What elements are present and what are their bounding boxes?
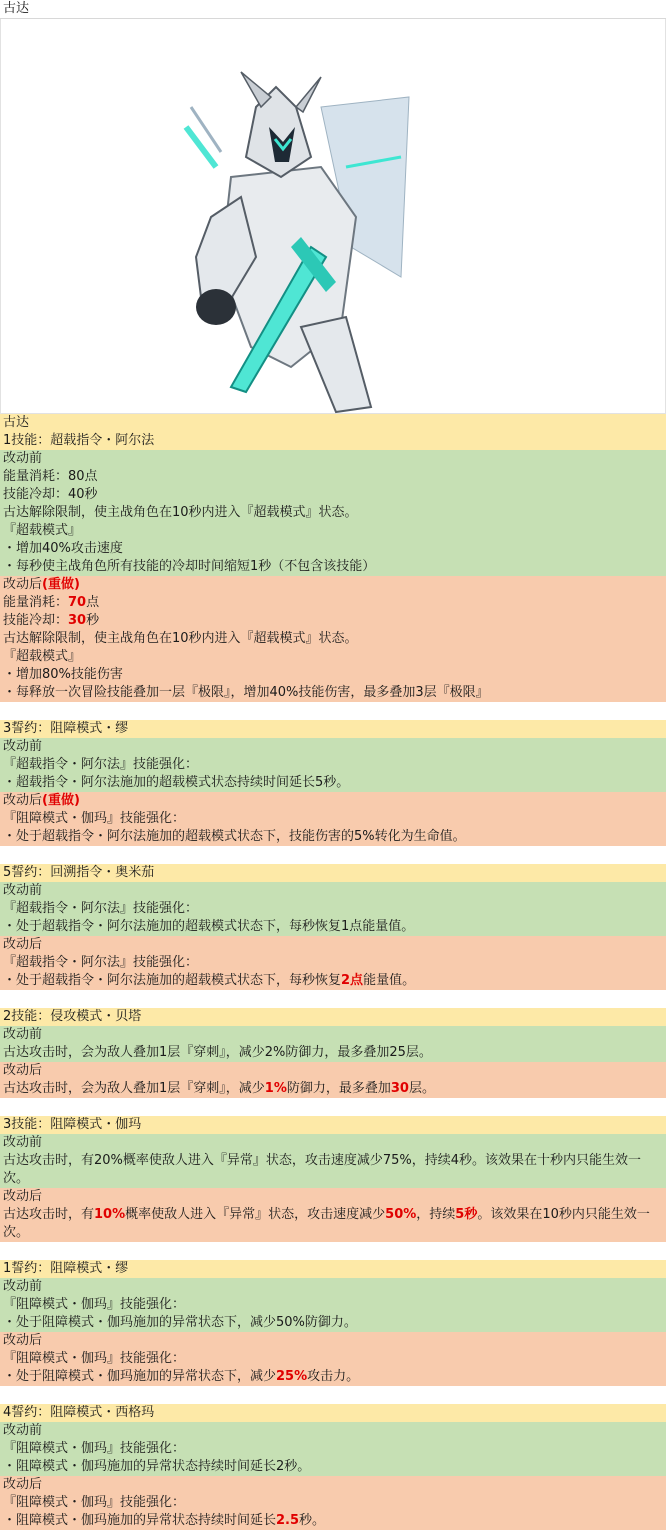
change-blocks bbox=[0, 432, 666, 1530]
after-line bbox=[0, 648, 666, 666]
after-line bbox=[0, 666, 666, 684]
skill-title: 5誓约：回溯指令・奥米茄 bbox=[0, 864, 666, 882]
block-spacer bbox=[0, 1098, 666, 1116]
before-line: 『超载指令・阿尔法』技能强化： bbox=[0, 900, 666, 918]
before-line: 古达解除限制，使主战角色在10秒内进入『超载模式』状态。 bbox=[0, 504, 666, 522]
before-line: ・每秒使主战角色所有技能的冷却时间缩短1秒（不包含该技能） bbox=[0, 558, 666, 576]
after-text: ・处于超载指令・阿尔法施加的超载模式状态下，每秒恢复 bbox=[3, 973, 342, 988]
changed-value: 50% bbox=[385, 1207, 417, 1222]
changed-value: 25% bbox=[276, 1369, 308, 1384]
before-line: 『超载模式』 bbox=[0, 522, 666, 540]
before-label: 改动前 bbox=[0, 738, 666, 756]
after-line bbox=[0, 1368, 666, 1386]
after-text: ，持续 bbox=[416, 1207, 456, 1222]
before-line: ・处于阻障模式・伽玛施加的异常状态下，减少50%防御力。 bbox=[0, 1314, 666, 1332]
after-line bbox=[0, 810, 666, 828]
block-spacer bbox=[0, 990, 666, 1008]
before-line: ・处于超载指令・阿尔法施加的超载模式状态下，每秒恢复1点能量值。 bbox=[0, 918, 666, 936]
before-line: 技能冷却：40秒 bbox=[0, 486, 666, 504]
block-spacer bbox=[0, 702, 666, 720]
changed-value: 2点 bbox=[341, 973, 364, 988]
after-text: 古达解除限制，使主战角色在10秒内进入『超载模式』状态。 bbox=[3, 631, 358, 646]
skill-title: 2技能：侵攻模式・贝塔 bbox=[0, 1008, 666, 1026]
changed-value: 30 bbox=[390, 1081, 409, 1096]
block-spacer bbox=[0, 846, 666, 864]
section-title: 古达 bbox=[0, 414, 666, 432]
skill-title: 1誓约：阻障模式・缪 bbox=[0, 1260, 666, 1278]
after-text: 技能冷却： bbox=[3, 613, 69, 628]
before-line: 古达攻击时，会为敌人叠加1层『穿刺』，减少2%防御力，最多叠加25层。 bbox=[0, 1044, 666, 1062]
after-text: ・每释放一次冒险技能叠加一层『极限』，增加40%技能伤害，最多叠加3层『极限』 bbox=[3, 685, 489, 700]
after-text: 攻击力。 bbox=[307, 1369, 360, 1384]
after-label-text: 改动后 bbox=[3, 1063, 43, 1078]
before-label: 改动前 bbox=[0, 1134, 666, 1152]
robot-illustration bbox=[171, 67, 416, 417]
before-label: 改动前 bbox=[0, 882, 666, 900]
after-text: 能量值。 bbox=[363, 973, 416, 988]
after-text: ・增加80%技能伤害 bbox=[3, 667, 123, 682]
changed-value: 10% bbox=[94, 1207, 126, 1222]
after-label-text: 改动后 bbox=[3, 793, 43, 808]
after-text: 『阻障模式・伽玛』技能强化： bbox=[3, 811, 186, 826]
after-line bbox=[0, 828, 666, 846]
before-line: 『超载指令・阿尔法』技能强化： bbox=[0, 756, 666, 774]
after-line bbox=[0, 1206, 666, 1242]
skill-title: 4誓约：阻障模式・西格玛 bbox=[0, 1404, 666, 1422]
before-line: ・增加40%攻击速度 bbox=[0, 540, 666, 558]
after-text: 古达攻击时，会为敌人叠加1层『穿刺』，减少 bbox=[3, 1081, 265, 1096]
after-label-text: 改动后 bbox=[3, 1333, 43, 1348]
after-text: 层。 bbox=[408, 1081, 435, 1096]
after-label-text: 改动后 bbox=[3, 1477, 43, 1492]
changed-value: 1% bbox=[264, 1081, 287, 1096]
after-line bbox=[0, 612, 666, 630]
after-label bbox=[0, 792, 666, 810]
after-label bbox=[0, 1062, 666, 1080]
after-line bbox=[0, 1080, 666, 1098]
skill-title: 1技能：超载指令・阿尔法 bbox=[0, 432, 666, 450]
after-text: ・处于超载指令・阿尔法施加的超载模式状态下，技能伤害的5%转化为生命值。 bbox=[3, 829, 466, 844]
rework-tag: (重做) bbox=[42, 577, 80, 592]
after-text: 古达攻击时，有 bbox=[3, 1207, 95, 1222]
changed-value: 5秒 bbox=[455, 1207, 478, 1222]
after-text: 『超载模式』 bbox=[3, 649, 82, 664]
after-label bbox=[0, 1188, 666, 1206]
after-text: 防御力，最多叠加 bbox=[286, 1081, 391, 1096]
after-text: ・阻障模式・伽玛施加的异常状态持续时间延长 bbox=[3, 1513, 277, 1528]
after-label bbox=[0, 1476, 666, 1494]
rework-tag: (重做) bbox=[42, 793, 80, 808]
after-label bbox=[0, 576, 666, 594]
before-label: 改动前 bbox=[0, 1278, 666, 1296]
after-label-text: 改动后 bbox=[3, 577, 43, 592]
after-text: 概率使敌人进入『异常』状态，攻击速度减少 bbox=[125, 1207, 386, 1222]
after-text: ・处于阻障模式・伽玛施加的异常状态下，减少 bbox=[3, 1369, 277, 1384]
block-spacer bbox=[0, 1386, 666, 1404]
after-label-text: 改动后 bbox=[3, 1189, 43, 1204]
after-text: 点 bbox=[86, 595, 100, 610]
before-line: 『阻障模式・伽玛』技能强化： bbox=[0, 1440, 666, 1458]
after-text: 。该效果在10秒内只能生效一次。 bbox=[3, 1207, 650, 1240]
before-line: ・阻障模式・伽玛施加的异常状态持续时间延长2秒。 bbox=[0, 1458, 666, 1476]
after-text: 『超载指令・阿尔法』技能强化： bbox=[3, 955, 199, 970]
skill-title: 3誓约：阻障模式・缪 bbox=[0, 720, 666, 738]
before-line: 古达攻击时，有20%概率使敌人进入『异常』状态，攻击速度减少75%，持续4秒。该效果在十秒内只能生效一次。 bbox=[0, 1152, 666, 1188]
after-text: 『阻障模式・伽玛』技能强化： bbox=[3, 1351, 186, 1366]
changed-value: 2.5 bbox=[276, 1513, 300, 1528]
changed-value: 30 bbox=[68, 613, 87, 628]
before-line: 『阻障模式・伽玛』技能强化： bbox=[0, 1296, 666, 1314]
block-spacer bbox=[0, 1242, 666, 1260]
after-line bbox=[0, 684, 666, 702]
before-line: ・超载指令・阿尔法施加的超载模式状态持续时间延长5秒。 bbox=[0, 774, 666, 792]
after-line bbox=[0, 954, 666, 972]
after-label bbox=[0, 1332, 666, 1350]
after-text: 能量消耗： bbox=[3, 595, 69, 610]
after-text: 『阻障模式・伽玛』技能强化： bbox=[3, 1495, 186, 1510]
after-text: 秒 bbox=[86, 613, 100, 628]
skill-title: 3技能：阻障模式・伽玛 bbox=[0, 1116, 666, 1134]
before-label: 改动前 bbox=[0, 1026, 666, 1044]
changed-value: 70 bbox=[68, 595, 87, 610]
after-text: 秒。 bbox=[299, 1513, 326, 1528]
before-label: 改动前 bbox=[0, 1422, 666, 1440]
character-image bbox=[0, 19, 666, 414]
after-line bbox=[0, 1350, 666, 1368]
after-line bbox=[0, 1512, 666, 1530]
after-label bbox=[0, 936, 666, 954]
after-label-text: 改动后 bbox=[3, 937, 43, 952]
page-title: 古达 bbox=[0, 0, 666, 19]
before-line: 能量消耗：80点 bbox=[0, 468, 666, 486]
after-line bbox=[0, 972, 666, 990]
after-line bbox=[0, 594, 666, 612]
before-label: 改动前 bbox=[0, 450, 666, 468]
after-line bbox=[0, 1494, 666, 1512]
after-line bbox=[0, 630, 666, 648]
